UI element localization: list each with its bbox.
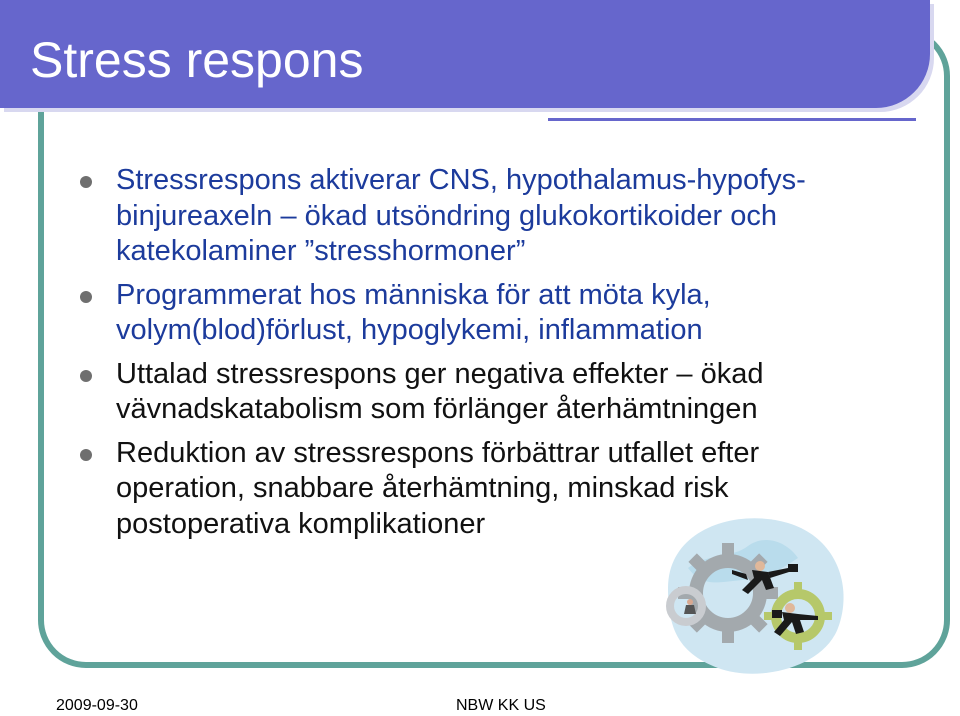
bullet-text: Programmerat hos människa för att möta kyla, volym(blod)förlust, hypoglykemi, inflammation: [116, 278, 711, 346]
footer-organization: NBW KK US: [456, 697, 546, 714]
bullet-text: Uttalad stressrespons ger negativa effekter – ökad vävnadskatabolism som förlänger återhämtningen: [116, 357, 764, 425]
bullet-item: [78, 278, 878, 349]
bullet-item: [78, 357, 878, 428]
bullet-dot-icon: [80, 176, 92, 188]
businessmen-on-gears-clipart-icon: [648, 498, 858, 682]
bullet-text: Stressrespons aktiverar CNS, hypothalamus-hypofys-binjureaxeln – ökad utsöndring glukokortikoider och katekolaminer ”stresshormoner”: [116, 164, 806, 267]
bullet-item: [78, 163, 878, 270]
bullet-dot-icon: [80, 370, 92, 382]
bullet-text: Reduktion av stressrespons förbättrar utfallet efter operation, snabbare återhämtning, minskad risk postoperativa komplikationer: [116, 436, 760, 540]
title-underline: [548, 118, 916, 121]
bullet-dot-icon: [80, 449, 92, 461]
footer-date: 2009-09-30: [56, 697, 138, 714]
bullet-list: [78, 163, 878, 550]
slide-title: Stress respons: [30, 32, 364, 88]
bullet-dot-icon: [80, 291, 92, 303]
